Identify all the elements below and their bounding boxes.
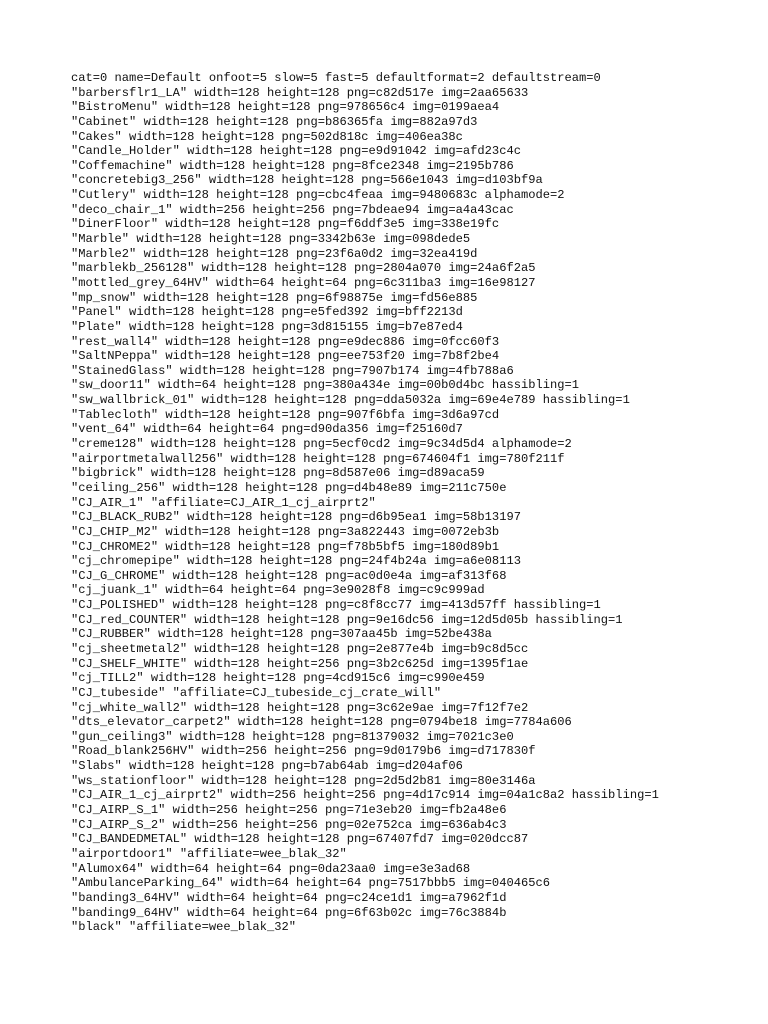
- texture-entry-line: "black" "affiliate=wee_blak_32": [71, 920, 296, 935]
- texture-entry-line: "Plate" width=128 height=128 png=3d815155 img=b7e87ed4: [71, 319, 463, 334]
- texture-entry-line: "CJ_RUBBER" width=128 height=128 png=307aa45b img=52be438a: [71, 627, 492, 642]
- texture-entry-line: "CJ_AIR_1_cj_airprt2" width=256 height=256 png=4d17c914 img=04a1c8a2 hassibling=1: [71, 788, 659, 803]
- texture-entry-line: "CJ_AIR_1" "affiliate=CJ_AIR_1_cj_airprt2": [71, 495, 376, 510]
- texture-entry-line: "SaltNPeppa" width=128 height=128 png=ee753f20 img=7b8f2be4: [71, 349, 500, 364]
- texture-entry-line: "CJ_AIRP_S_2" width=256 height=256 png=02e752ca img=636ab4c3: [71, 817, 507, 832]
- texture-entry-line: "bigbrick" width=128 height=128 png=8d587e06 img=d89aca59: [71, 466, 485, 481]
- texture-entry-line: "banding3_64HV" width=64 height=64 png=c24ce1d1 img=a7962f1d: [71, 890, 507, 905]
- texture-entry-line: "cj_sheetmetal2" width=128 height=128 png=2e877e4b img=b9c8d5cc: [71, 641, 529, 656]
- texture-entry-line: "AmbulanceParking_64" width=64 height=64 png=7517bbb5 img=040465c6: [71, 876, 550, 891]
- texture-entry-line: "marblekb_256128" width=128 height=128 png=2804a070 img=24a6f2a5: [71, 261, 536, 276]
- texture-entry-line: "dts_elevator_carpet2" width=128 height=128 png=0794be18 img=7784a606: [71, 715, 572, 730]
- texture-entry-line: "CJ_G_CHROME" width=128 height=128 png=ac0d0e4a img=af313f68: [71, 568, 507, 583]
- texture-entry-line: "BistroMenu" width=128 height=128 png=978656c4 img=0199aea4: [71, 100, 500, 115]
- texture-entry-line: "CJ_AIRP_S_1" width=256 height=256 png=71e3eb20 img=fb2a48e6: [71, 803, 507, 818]
- texture-entry-line: "rest_wall4" width=128 height=128 png=e9dec886 img=0fcc60f3: [71, 334, 500, 349]
- texture-entry-line: "sw_door11" width=64 height=128 png=380a434e img=00b0d4bc hassibling=1: [71, 378, 580, 393]
- texture-entry-line: "cj_white_wall2" width=128 height=128 png=3c62e9ae img=7f12f7e2: [71, 700, 529, 715]
- texture-entry-line: "vent_64" width=64 height=64 png=d90da356 img=f25160d7: [71, 422, 463, 437]
- texture-entry-line: "ws_stationfloor" width=128 height=128 png=2d5d2b81 img=80e3146a: [71, 773, 536, 788]
- texture-entry-line: "Cutlery" width=128 height=128 png=cbc4feaa img=9480683c alphamode=2: [71, 188, 565, 203]
- texture-entry-line: "DinerFloor" width=128 height=128 png=f6ddf3e5 img=338e19fc: [71, 217, 500, 232]
- texture-entry-line: "StainedGlass" width=128 height=128 png=7907b174 img=4fb788a6: [71, 363, 514, 378]
- texture-entry-line: "sw_wallbrick_01" width=128 height=128 png=dda5032a img=69e4e789 hassibling=1: [71, 393, 630, 408]
- texture-entry-line: "Alumox64" width=64 height=64 png=0da23aa0 img=e3e3ad68: [71, 861, 471, 876]
- texture-entry-line: "CJ_CHIP_M2" width=128 height=128 png=3a822443 img=0072eb3b: [71, 524, 500, 539]
- texture-entry-line: "Cakes" width=128 height=128 png=502d818c img=406ea38c: [71, 129, 463, 144]
- texture-entry-line: "mottled_grey_64HV" width=64 height=64 png=6c311ba3 img=16e98127: [71, 275, 536, 290]
- texture-entry-line: "Slabs" width=128 height=128 png=b7ab64ab img=d204af06: [71, 759, 463, 774]
- texture-entry-line: "cj_juank_1" width=64 height=64 png=3e9028f8 img=c9c999ad: [71, 583, 485, 598]
- texture-entry-line: "creme128" width=128 height=128 png=5ecf0cd2 img=9c34d5d4 alphamode=2: [71, 437, 572, 452]
- texture-entry-line: "airportmetalwall256" width=128 height=128 png=674604f1 img=780f211f: [71, 451, 565, 466]
- texture-entry-line: "Marble2" width=128 height=128 png=23f6a0d2 img=32ea419d: [71, 246, 478, 261]
- texture-entry-line: "deco_chair_1" width=256 height=256 png=7bdeae94 img=a4a43cac: [71, 202, 514, 217]
- texture-entry-line: "CJ_CHROME2" width=128 height=128 png=f78b5bf5 img=180d89b1: [71, 539, 500, 554]
- texture-entry-line: "CJ_BLACK_RUB2" width=128 height=128 png=d6b95ea1 img=58b13197: [71, 510, 521, 525]
- texture-entry-line: "airportdoor1" "affiliate=wee_blak_32": [71, 846, 347, 861]
- texture-entry-line: "CJ_POLISHED" width=128 height=128 png=c8f8cc77 img=413d57ff hassibling=1: [71, 598, 601, 613]
- header-line: cat=0 name=Default onfoot=5 slow=5 fast=5 defaultformat=2 defaultstream=0: [71, 71, 601, 85]
- texture-entry-line: "cj_chromepipe" width=128 height=128 png=24f4b24a img=a6e08113: [71, 554, 521, 569]
- texture-entry-line: "Panel" width=128 height=128 png=e5fed392 img=bff2213d: [71, 305, 463, 320]
- texture-entry-line: "ceiling_256" width=128 height=128 png=d4b48e89 img=211c750e: [71, 480, 507, 495]
- texture-entry-line: "CJ_BANDEDMETAL" width=128 height=128 png=67407fd7 img=020dcc87: [71, 832, 529, 847]
- texture-entry-line: "CJ_red_COUNTER" width=128 height=128 png=9e16dc56 img=12d5d05b hassibling=1: [71, 612, 623, 627]
- texture-entry-line: "gun_ceiling3" width=128 height=128 png=81379032 img=7021c3e0: [71, 729, 514, 744]
- texture-entry-line: "barbersflr1_LA" width=128 height=128 png=c82d517e img=2aa65633: [71, 85, 529, 100]
- texture-entry-line: "concretebig3_256" width=128 height=128 png=566e1043 img=d103bf9a: [71, 173, 543, 188]
- document-body: [71, 71, 761, 935]
- texture-entry-line: "Cabinet" width=128 height=128 png=b86365fa img=882a97d3: [71, 114, 478, 129]
- texture-entry-line: "Coffemachine" width=128 height=128 png=8fce2348 img=2195b786: [71, 158, 514, 173]
- texture-entry-line: "Road_blank256HV" width=256 height=256 png=9d0179b6 img=d717830f: [71, 744, 536, 759]
- texture-entry-line: "CJ_tubeside" "affiliate=CJ_tubeside_cj_crate_will": [71, 685, 442, 700]
- texture-entry-line: "cj_TILL2" width=128 height=128 png=4cd915c6 img=c990e459: [71, 671, 485, 686]
- texture-entry-line: "mp_snow" width=128 height=128 png=6f98875e img=fd56e885: [71, 290, 478, 305]
- texture-entry-line: "Tablecloth" width=128 height=128 png=907f6bfa img=3d6a97cd: [71, 407, 500, 422]
- texture-entry-line: "CJ_SHELF_WHITE" width=128 height=256 png=3b2c625d img=1395f1ae: [71, 656, 529, 671]
- texture-entry-line: "banding9_64HV" width=64 height=64 png=6f63b02c img=76c3884b: [71, 905, 507, 920]
- texture-entry-line: "Candle_Holder" width=128 height=128 png=e9d91042 img=afd23c4c: [71, 144, 521, 159]
- texture-entry-line: "Marble" width=128 height=128 png=3342b63e img=098dede5: [71, 232, 471, 247]
